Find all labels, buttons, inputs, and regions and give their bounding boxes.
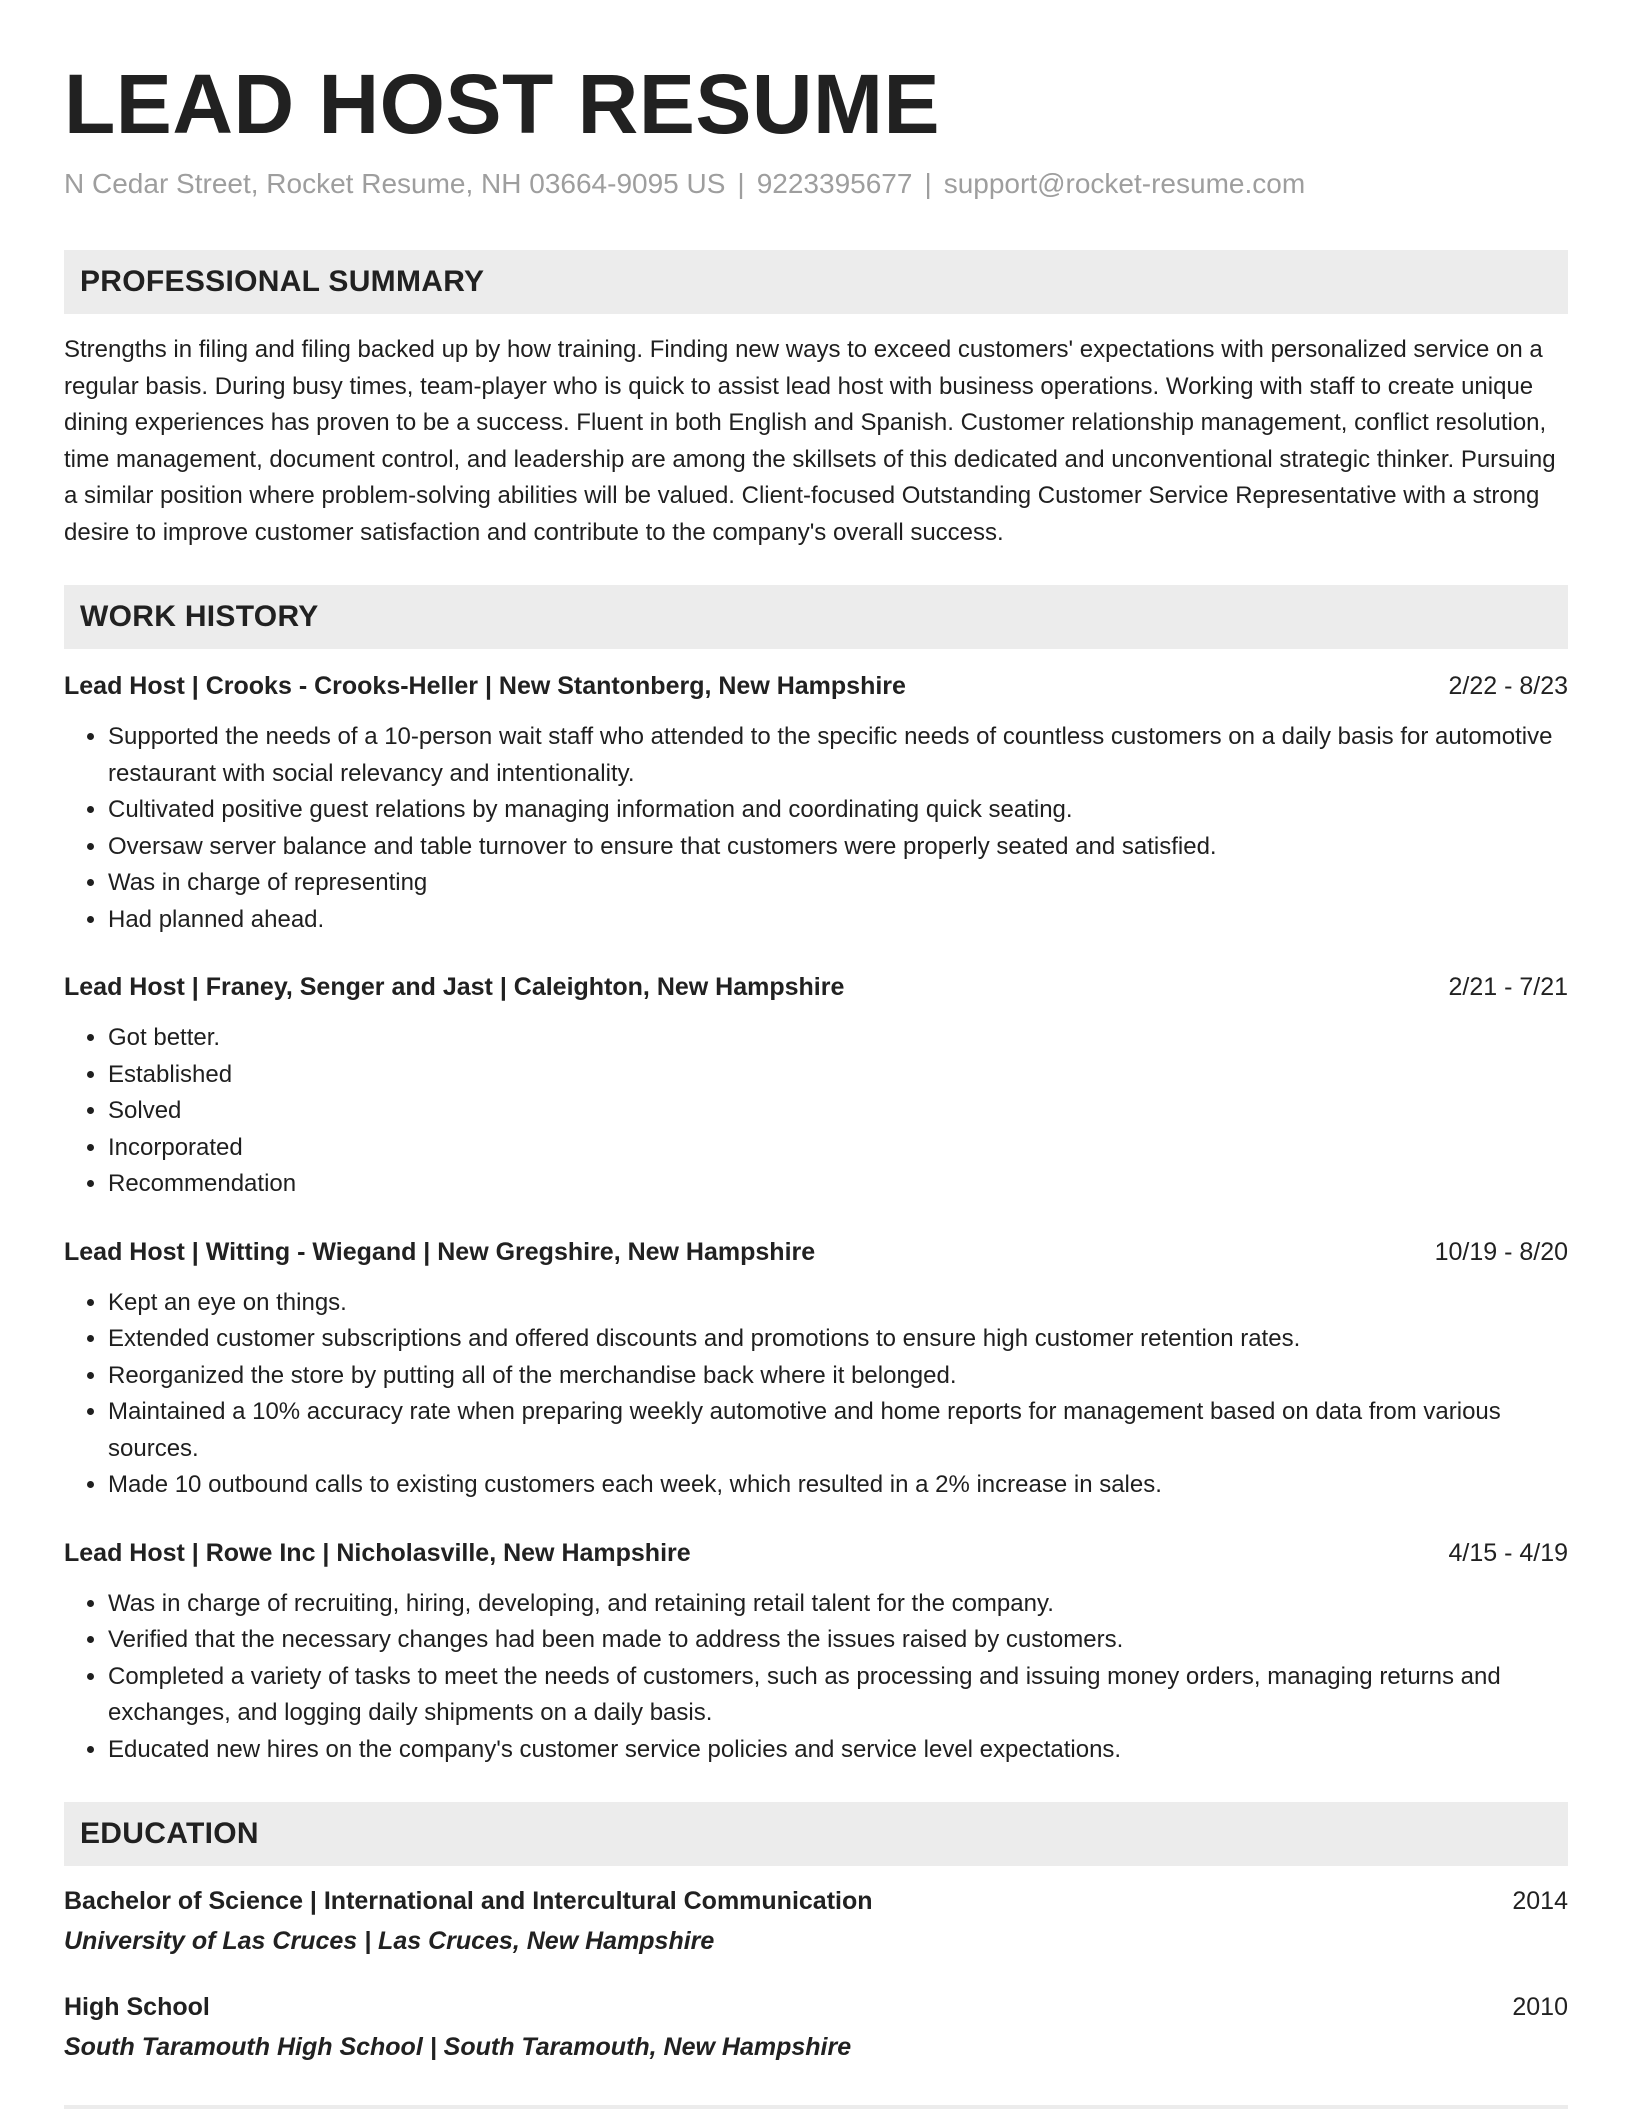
- summary-text: Strengths in filing and filing backed up by how training. Finding new ways to exceed customers' expectations with personalized service on a regular basis. During busy times, team-player who is quick to assist lead host with business operations. Working with staff to create unique dining experiences has proven to be a success. Fluent in both English and Spanish. Customer relationship management, conflict resolution, time management, document control, and leadership are among the skillsets of this dedicated and unconventional strategic thinker. Pursuing a similar position where problem-solving abilities will be valued. Client-focused Outstanding Customer Service Representative with a strong desire to improve customer satisfaction and contribute to the company's overall success.: [64, 336, 1556, 546]
- education-entry: [64, 1884, 1568, 1958]
- job-dates: 2/22 - 8/23: [1448, 672, 1568, 700]
- job-bullet: • Made 10 outbound calls to existing customers each week, which resulted in a 2% increase in sales.: [108, 1467, 1568, 1504]
- contact-phone: 9223395677: [756, 168, 913, 199]
- education-header: [64, 1990, 1568, 2024]
- education-school: University of Las Cruces | Las Cruces, New Hampshire: [64, 1927, 715, 1955]
- job-title: Lead Host | Franey, Senger and Jast | Caleighton, New Hampshire: [64, 973, 845, 1001]
- job-header: [64, 1536, 1568, 1570]
- contact-email: support@rocket-resume.com: [943, 168, 1306, 199]
- job-entry: [64, 1536, 1568, 1769]
- section-header-work-history: [64, 585, 1568, 649]
- contact-line: [64, 166, 1568, 202]
- job-bullet: • Maintained a 10% accuracy rate when preparing weekly automotive and home reports for management based on data from various sources.: [108, 1394, 1568, 1467]
- job-bullets: [64, 719, 1568, 938]
- job-bullet: • Incorporated: [108, 1130, 1568, 1167]
- education-entry: [64, 1990, 1568, 2064]
- job-title: Lead Host | Rowe Inc | Nicholasville, New Hampshire: [64, 1538, 691, 1567]
- section-header-summary: [64, 250, 1568, 314]
- education-degree: High School: [64, 1993, 210, 2021]
- job-dates: 2/21 - 7/21: [1448, 973, 1568, 1001]
- job-bullet: • Extended customer subscriptions and offered discounts and promotions to ensure high customer retention rates.: [108, 1321, 1568, 1358]
- job-title: Lead Host | Crooks - Crooks-Heller | New Stantonberg, New Hampshire: [64, 672, 906, 700]
- job-bullet: • Established: [108, 1057, 1568, 1094]
- job-bullet: • Educated new hires on the company's customer service policies and service level expectations.: [108, 1732, 1568, 1769]
- job-dates: 10/19 - 8/20: [1434, 1237, 1568, 1266]
- bottom-divider: [64, 2105, 1568, 2109]
- job-bullet: • Got better.: [108, 1020, 1568, 1057]
- job-bullets: [64, 1586, 1568, 1769]
- job-dates: 4/15 - 4/19: [1448, 1538, 1568, 1567]
- work-history-section: [64, 585, 1568, 1768]
- education-degree: Bachelor of Science | International and Intercultural Communication: [64, 1887, 873, 1915]
- job-header: [64, 970, 1568, 1004]
- job-header: [64, 669, 1568, 703]
- job-bullet: • Reorganized the store by putting all of the merchandise back where it belonged.: [108, 1358, 1568, 1395]
- job-bullet: • Cultivated positive guest relations by managing information and coordinating quick seating.: [108, 792, 1568, 829]
- job-bullet: • Had planned ahead.: [108, 902, 1568, 939]
- job-bullet: • Supported the needs of a 10-person wait staff who attended to the specific needs of countless customers on a daily basis for automotive restaurant with social relevancy and intentionality.: [108, 719, 1568, 792]
- resume-title: LEAD HOST RESUME: [64, 57, 941, 151]
- contact-separator: |: [737, 168, 745, 199]
- contact-address: N Cedar Street, Rocket Resume, NH 03664-9095 US: [64, 168, 726, 199]
- job-bullet: • Was in charge of recruiting, hiring, developing, and retaining retail talent for the company.: [108, 1586, 1568, 1623]
- education-year: 2014: [1512, 1887, 1568, 1915]
- contact-separator: |: [924, 168, 932, 199]
- job-header: [64, 1235, 1568, 1269]
- job-bullet: • Solved: [108, 1093, 1568, 1130]
- job-entry: [64, 1235, 1568, 1504]
- job-bullet: • Was in charge of representing: [108, 865, 1568, 902]
- job-bullets: [64, 1020, 1568, 1203]
- professional-summary-section: [64, 250, 1568, 551]
- education-year: 2010: [1512, 1993, 1568, 2021]
- education-header: [64, 1884, 1568, 1918]
- education-school: South Taramouth High School | South Taramouth, New Hampshire: [64, 2033, 852, 2061]
- job-bullet: • Kept an eye on things.: [108, 1285, 1568, 1322]
- job-bullet: • Recommendation: [108, 1166, 1568, 1203]
- job-bullet: • Completed a variety of tasks to meet the needs of customers, such as processing and issuing money orders, managing returns and exchanges, and logging daily shipments on a daily basis.: [108, 1659, 1568, 1732]
- job-bullets: [64, 1285, 1568, 1504]
- job-entry: [64, 669, 1568, 938]
- education-section: [64, 1802, 1568, 2064]
- job-title: Lead Host | Witting - Wiegand | New Gregshire, New Hampshire: [64, 1237, 816, 1266]
- section-heading: WORK HISTORY: [80, 600, 319, 633]
- section-heading: EDUCATION: [80, 1817, 259, 1850]
- section-header-education: [64, 1802, 1568, 1866]
- section-heading: PROFESSIONAL SUMMARY: [80, 265, 485, 298]
- job-bullet: • Oversaw server balance and table turnover to ensure that customers were properly seated and satisfied.: [108, 829, 1568, 866]
- job-entry: [64, 970, 1568, 1203]
- job-bullet: • Verified that the necessary changes had been made to address the issues raised by customers.: [108, 1622, 1568, 1659]
